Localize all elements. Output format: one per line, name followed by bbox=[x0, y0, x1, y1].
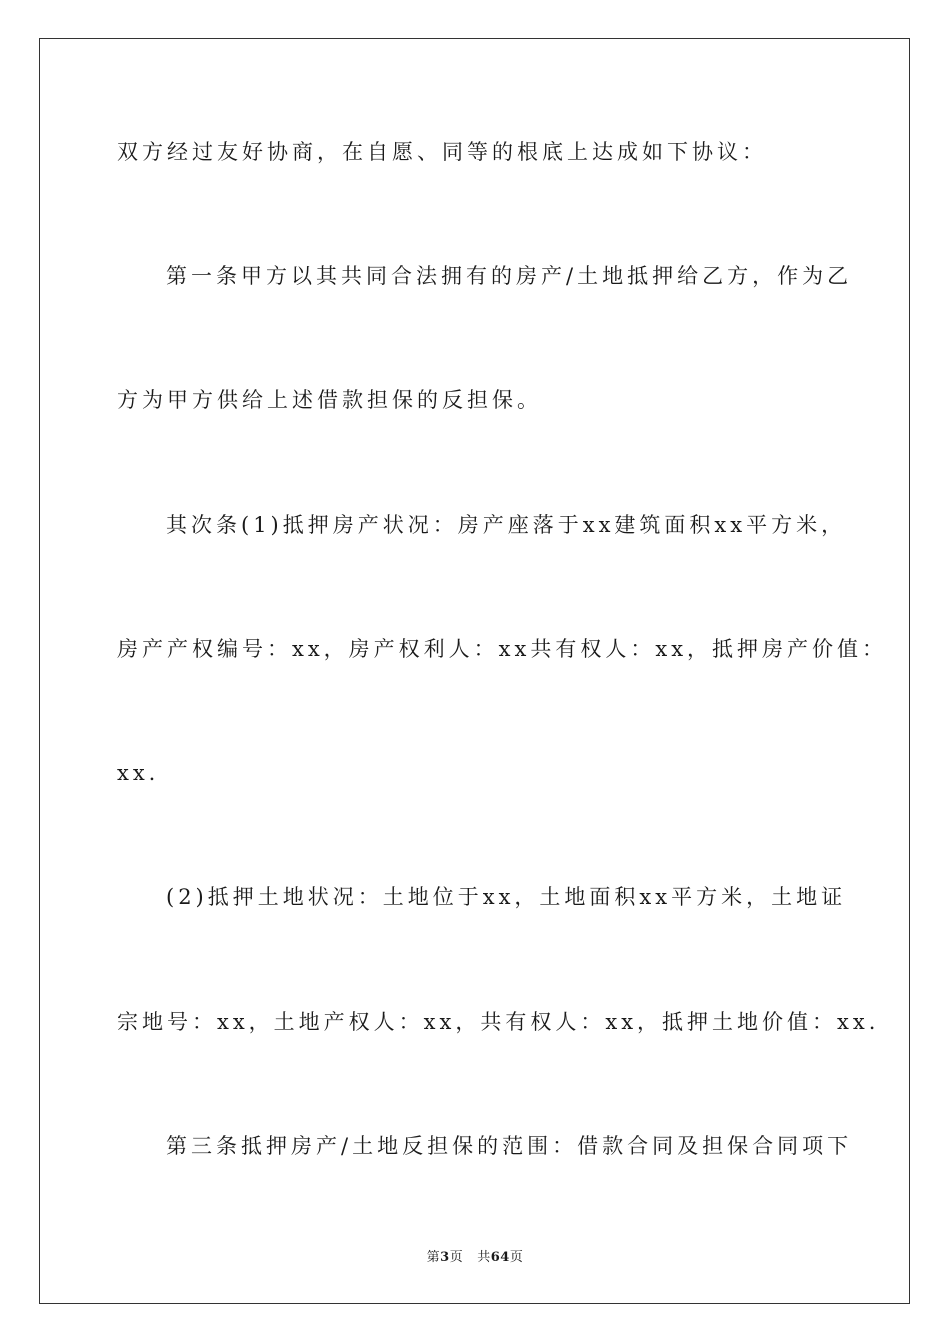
paragraph-line-1: 双方经过友好协商，在自愿、同等的根底上达成如下协议： bbox=[117, 140, 767, 164]
paragraph-line-8: 宗地号：xx，土地产权人：xx，共有权人：xx，抵押土地价值：xx. bbox=[117, 1010, 880, 1034]
total-pages: 64 bbox=[490, 1250, 510, 1265]
total-suffix: 页 bbox=[509, 1250, 524, 1265]
page-frame bbox=[39, 38, 910, 1304]
page-prefix: 第 bbox=[426, 1250, 441, 1265]
page-suffix: 页 bbox=[449, 1250, 464, 1265]
page-number: 3 bbox=[440, 1250, 450, 1265]
page-footer bbox=[0, 1246, 950, 1265]
paragraph-line-6: xx. bbox=[117, 761, 160, 785]
paragraph-line-7: (2)抵押土地状况：土地位于xx，土地面积xx平方米，土地证 bbox=[166, 885, 847, 909]
paragraph-line-2: 第一条甲方以其共同合法拥有的房产/土地抵押给乙方，作为乙 bbox=[166, 264, 853, 288]
total-prefix: 共 bbox=[477, 1250, 491, 1265]
paragraph-line-4: 其次条(1)抵押房产状况：房产座落于xx建筑面积xx平方米， bbox=[166, 513, 847, 537]
paragraph-line-9: 第三条抵押房产/土地反担保的范围：借款合同及担保合同项下 bbox=[166, 1134, 853, 1158]
paragraph-line-5: 房产产权编号：xx，房产权利人：xx共有权人：xx，抵押房产价值： bbox=[117, 637, 888, 661]
paragraph-line-3: 方为甲方供给上述借款担保的反担保。 bbox=[117, 388, 542, 412]
